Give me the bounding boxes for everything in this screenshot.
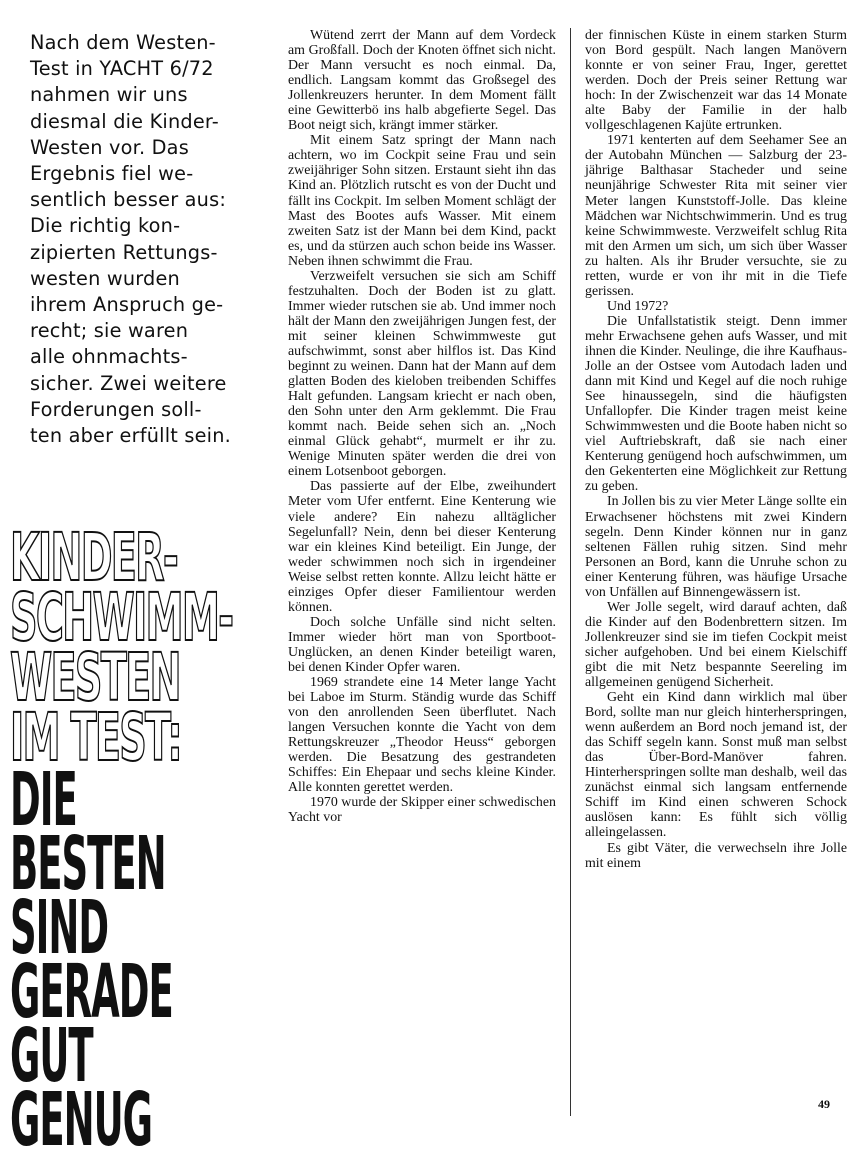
- article-headline: [10, 519, 285, 1163]
- headline-solid-line: SIND: [10, 885, 109, 971]
- article-column-1: [288, 28, 556, 825]
- article-column-2: [585, 28, 847, 871]
- paragraph: der finnischen Küste in einem starken Sturm von Bord gespült. Nach langen Manövern konnte er von seiner Frau, Inger, gerettet werden. Doch der Preis seiner Rettung war hoch: In der Zwischenzeit war das 14 Monate alte Baby der Familie in der halb vollgeschlagenen Kajüte ertrunken.: [585, 28, 847, 134]
- paragraph: Das passierte auf der Elbe, zweihundert Meter vom Ufer entfernt. Eine Kenterung wie viele andere? Ein nahezu alltäglicher Segelunfall? Nein, denn bei dieser Kenterung war ein kleines Kind beteiligt. Ein Junge, der weder schwimmen noch sich in irgendeiner Weise selbst retten konnte. Allzu leicht hätte er einziges Opfer dieser Familientour werden können.: [288, 479, 556, 615]
- intro-line: zipierten Rettungs-: [30, 240, 218, 264]
- paragraph: Verzweifelt versuchen sie sich am Schiff festzuhalten. Doch der Boden ist zu glatt. Immer wieder rutschen sie ab. Und immer noch hält der Mann den zweijährigen Jungen fest, der mit seiner kleinen Schwimmweste gut aufschwimmt, sonst aber hilflos ist. Das Kind beginnt zu weinen. Dann hat der Mann auf dem glatten Boden des kieloben treibenden Schiffes Halt gefunden. Langsam kriecht er nach oben, den Sohn unter den Arm geklemmt. Die Frau kommt nach. Beide sehen sich an. „Noch einmal Glück gehabt“, murmelt er ihr zu. Wenige Minuten später werden die drei von einem Lotsenboot geborgen.: [288, 268, 556, 480]
- paragraph: Wer Jolle segelt, wird darauf achten, daß die Kinder auf den Bodenbrettern sitzen. Im Jollenkreuzer sind sie im tiefen Cockpit meist sicher aufgehoben. Und bei einem Kielschiff gibt die mit Netz bespannte Seereling im allgemeinen genügend Sicherheit.: [585, 599, 847, 691]
- intro-line: Westen vor. Das: [30, 135, 189, 159]
- intro-line: Nach dem Westen-: [30, 31, 216, 54]
- intro-line: Test in YACHT 6/72: [30, 57, 214, 81]
- paragraph: Und 1972?: [607, 298, 669, 314]
- headline-solid-line: DIE: [10, 757, 77, 843]
- intro-line: recht; sie waren: [30, 319, 189, 343]
- intro-text: [30, 30, 285, 449]
- paragraph: Mit einem Satz springt der Mann nach achtern, wo im Cockpit seine Frau und sein zweijähriger Sohn sitzen. Erstaunt sieht ihn das Kind an. Plötzlich rutscht es von der Ducht und fällt ins Cockpit. Im selben Moment schlägt der Mast des Bootes aufs Wasser. Mit einem zweiten Satz ist der Mann bei dem Kind, packt es, und da stürzen auch schon beide ins Wasser. Neben ihnen schwimmt die Frau.: [288, 133, 556, 269]
- intro-line: sicher. Zwei weitere: [30, 371, 227, 395]
- intro-line: alle ohnmachts-: [30, 345, 188, 369]
- intro-line: ten aber erfüllt sein.: [30, 424, 231, 448]
- intro-line: westen wurden: [30, 266, 180, 290]
- intro-line: sentlich besser aus:: [30, 188, 227, 212]
- paragraph: 1971 kenterten auf dem Seehamer See an der Autobahn München — Salzburg der 23-jährige Balthasar Stacheder und seine neunjährige Schwester Rita mit seiner vier Meter langen Kunststoff-Jolle. Das kleine Mädchen war Nichtschwimmerin. Und es trug keine Schwimmweste. Verzweifelt schlug Rita mit den Armen um sich, um sich über Wasser zu halten. Als ihr Bruder versuchte, sie zu retten, wurde er von ihr mit in die Tiefe gerissen.: [585, 133, 847, 299]
- intro-line: diesmal die Kinder-: [30, 109, 219, 133]
- intro-line: ihrem Anspruch ge-: [30, 293, 224, 317]
- intro-line: Forderungen soll-: [30, 397, 202, 421]
- paragraph: Geht ein Kind dann wirklich mal über Bord, sollte man nur gleich hinterherspringen, wenn außerdem an Bord noch jemand ist, der das Schiff segeln kann. Sonst muß man selbst das Über-Bord-Manöver fahren. Hinterherspringen sollte man deshalb, weil das zunächst einmal sich langsam entfernende Schiff im Kind einen schweren Schock auslösen kann: Es fühlt sich völlig alleingelassen.: [585, 690, 847, 841]
- intro-line: Die richtig kon-: [30, 214, 181, 238]
- headline-solid-line: GENUG: [10, 1077, 153, 1163]
- headline-outline-line: SCHWIMM-: [10, 579, 233, 656]
- paragraph: 1970 wurde der Skipper einer schwedischen Yacht vor: [288, 795, 556, 826]
- headline-outline-line: KINDER-: [10, 519, 178, 596]
- intro-line: nahmen wir uns: [30, 83, 188, 107]
- headline-solid-line: GERADE: [10, 949, 173, 1035]
- paragraph: In Jollen bis zu vier Meter Länge sollte ein Erwachsener höchstens mit zwei Kindern segeln. Denn Kinder können nur in ganz seltenen Fällen ruhig sitzen. Sind mehr Personen an Bord, kann die Unruhe schon zu einer Kenterung führen, was häufige Ursache von Unfällen auf Binnengewässern ist.: [585, 494, 847, 600]
- headline-outline-line: WESTEN: [10, 639, 180, 716]
- paragraph: Die Unfallstatistik steigt. Denn immer mehr Erwachsene gehen aufs Wasser, und mit ihnen die Kinder. Neulinge, die ihre Kaufhaus-Jolle an der Ostsee vom Autodach laden und dann mit Kind und Kegel auf die noch ruhige See hinaussegeln, sind die häufigsten Unfallopfer. Die Kinder tragen meist keine Schwimmwesten und die Boote haben nicht so viel Auftriebskraft, daß sie nach einer Kenterung genügend hoch aufschwimmen, um den Gekenterten eine Möglichkeit zur Rettung zu geben.: [585, 313, 847, 495]
- headline-solid-line: BESTEN: [10, 821, 166, 907]
- paragraph: Doch solche Unfälle sind nicht selten. Immer wieder hört man von Sportboot-Unglücken, an denen Kinder beteiligt waren, bei denen Kinder Opfer waren.: [288, 614, 556, 675]
- intro-line: Ergebnis fiel we-: [30, 162, 194, 186]
- column-divider: [570, 28, 571, 1116]
- paragraph: Wütend zerrt der Mann auf dem Vordeck am Großfall. Doch der Knoten öffnet sich nicht. Der Mann versucht es noch einmal. Da, endlich. Langsam kommt das Großsegel des Jollenkreuzers herunter. In dem Moment fällt eine Gewitterbö ins halb abgefierte Segel. Das Boot neigt sich, krängt immer stärker.: [288, 28, 556, 134]
- page-number: 49: [818, 1097, 830, 1111]
- paragraph: Es gibt Väter, die verwechseln ihre Jolle mit einem: [585, 840, 847, 871]
- headline-solid-line: GUT: [10, 1013, 93, 1099]
- headline-outline-line: IM TEST:: [10, 699, 181, 776]
- paragraph: 1969 strandete eine 14 Meter lange Yacht bei Laboe im Sturm. Ständig wurde das Schiff von den anrollenden Seen überflutet. Nach langen Versuchen konnte die Yacht von dem Rettungskreuzer „Theodor Heuss“ geborgen werden. Die Besatzung des gestrandeten Schiffes: Ein Ehepaar und sechs kleine Kinder. Alle konnten gerettet werden.: [288, 675, 556, 796]
